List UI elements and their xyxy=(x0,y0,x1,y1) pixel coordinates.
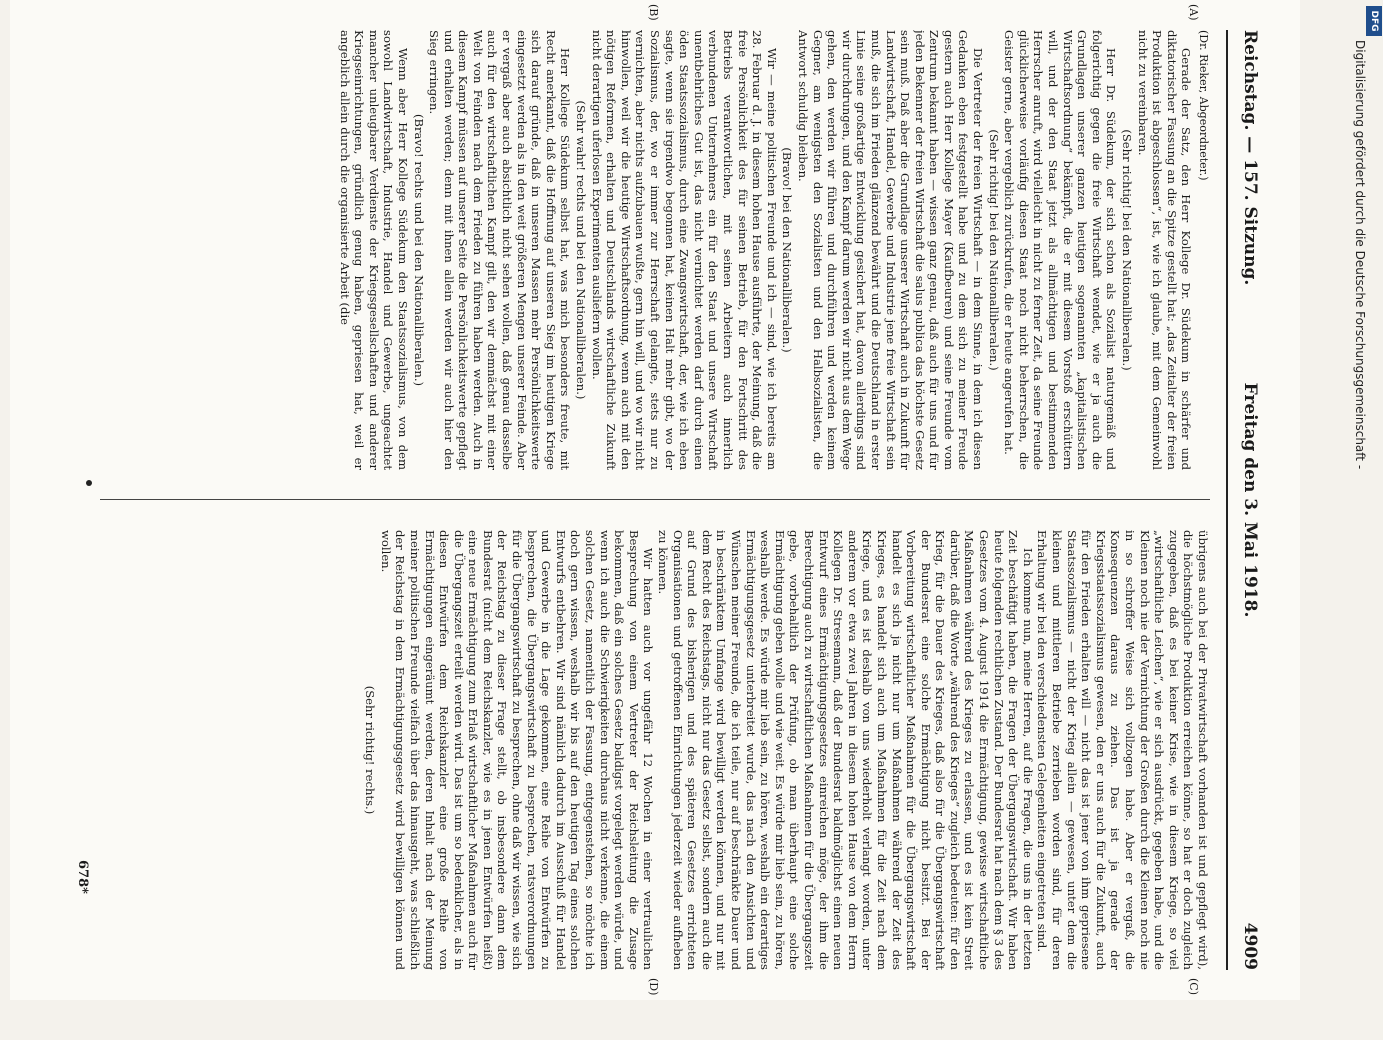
header-rule xyxy=(1226,30,1228,970)
margin-marker-b: (B) xyxy=(647,4,660,21)
newspaper-page xyxy=(10,0,1300,1000)
speaker-heading: (Dr. Rieker, Abgeordneter.) xyxy=(1197,30,1210,181)
paragraph: Herr Dr. Südekum, der sich schon als Sozialist naturgemäß und folgerichtig gegen die freie Wirtschaft wendet, wie er ja auch die Grundlagen unserer ganzen heutigen sogenannten „kapitalistischen Wirtschaftsordnung“ bekämpft, die er mit diesem Vorstoß erschüttern will, und der den Staat jetzt als allmächtigen und bestimmenden Herrscher anruft, wird vielleicht in nicht zu ferner Zeit, da seine Freunde glücklicherweise vorläufig diesen Staat noch nicht beherrschen, die Geister gerne, aber vergeblich zurückrufen, die er heute angerufen hat. xyxy=(1002,30,1119,470)
header-session: Reichstag. — 157. Sitzung. xyxy=(1240,30,1260,286)
paragraph: Die Vertreter der freien Wirtschaft — in dem Sinne, in dem ich diesen Gedanken eben festgestellt habe und zu dem sich zu meiner Freude gestern auch Herr Kollege Mayer (Kaufbeuren) und seine Freunde vom Zentrum bekannt haben — wissen ganz genau, daß auch für uns und für jeden Bekenner der freien Wirtschaft die salus publica das höchste Gesetz sein muß. Daß aber die Grundlage unserer Wirtschaft auch in Zukunft für Landwirtschaft, Handel, Gewerbe und Industrie jene freie Wirtschaft sein muß, die sich im Frieden glänzend bewährt und die Deutschland in erster Linie seine großartige Entwicklung gesichert hat, davon allerdings sind wir durchdrungen, und den Kampf darum werden wir nicht aus dem Wege gehen, den werden wir führen und durchführen und werden keinem Gegner, am wenigsten den Sozialisten und den Halbsozialisten, die Antwort schuldig bleiben. xyxy=(795,30,986,470)
paragraph: übrigens auch bei der Privatwirtschaft vorhanden ist und gepflegt wird), die höchstmögliche Produktion erreichen könne, so hat er doch zugleich zugegeben, daß es bei keiner Krise, wie in diesem Kriege, so viel „wirtschaftliche Leichen“, wie er sich ausdrückt, gegeben habe, und die Kleinen noch nie der Vernichtung der Großen durch die Kleinen noch nie in so schroffer Weise sich vollzogen habe. Aber er vergaß, die Konsequenzen daraus zu ziehen. Das ist ja gerade der Kriegsstaatssozialismus gewesen, den er uns auch für die Zukunft, auch für den Frieden erhalten will — nicht das ist jener von ihm gepriesene Staatssozialismus — nicht der Krieg allein — gewesen, unter dem die kleinen und mittleren Betriebe zerrieben worden sind, für deren Erhaltung wir bei den verschiedensten Gelegenheiten eingetreten sind. xyxy=(1035,530,1210,970)
paragraph: Wir — meine politischen Freunde und ich — sind, wie ich bereits am 28. Februar d. J. in diesem hohen Hause ausführte, der Meinung, daß die freie Persönlichkeit des für seinen Betrieb, für den Fortschritt des Betriebs verantwortlichen, mit seinen Arbeitern auch innerlich verbundenen Unternehmers ein für den Staat und unsere Wirtschaft unentbehrliches Gut ist, das nicht vernichtet werden darf durch einen öden Staatssozialismus, durch eine Zwangswirtschaft, der, wie ich eben sagte, wenn sie irgendwo begonnen hat, keinen Halt mehr gibt, wo der Sozialismus, der, wo er immer zur Herrschaft gelangte, stets nur zu vernichten, aber nichts aufzubauen wußte, gern hin will, und wo wir nicht hinwollen, weil wir die heutige Wirtschaftsordnung, wenn auch mit den nötigen Reformen, erhalten und Deutschlands wirtschaftliche Zukunft nicht derartigen uferlosen Experimenten ausliefern wollen. xyxy=(589,30,779,470)
reaction: (Sehr richtig! bei den Nationalliberalen.) xyxy=(986,129,1001,371)
print-dot xyxy=(86,480,92,486)
left-column xyxy=(100,30,1210,470)
paragraph: Gerade der Satz, den Herr Kollege Dr. Südekum in schärfer und diktatorischer Fassung an die Spitze gestellt hat: „das Zeitalter der freien Produktion ist abgeschlossen“, ist, wie ich glaube, mit dem Gemeinwohl nicht zu vereinbaren. xyxy=(1135,30,1194,470)
margin-marker-c: (C) xyxy=(1187,978,1200,995)
margin-marker-a: (A) xyxy=(1187,4,1200,21)
header-page-number: 4909 xyxy=(1240,922,1260,970)
margin-marker-d: (D) xyxy=(647,978,660,996)
reaction: (Sehr richtig! rechts.) xyxy=(363,685,378,815)
credit-strip xyxy=(1346,0,1376,1000)
dfg-logo-label: DFG xyxy=(1369,10,1379,32)
header-date: Freitag den 3. Mai 1918. xyxy=(1240,382,1260,618)
reaction: (Bravo! bei den Nationalliberalen.) xyxy=(780,147,795,353)
page-header xyxy=(1230,30,1260,970)
reaction: (Bravo! rechts und bei den Nationalliberalen.) xyxy=(411,113,426,387)
paragraph: Ich komme nun, meine Herren, auf die Fragen, die uns in der letzten Zeit beschäftigt haben, die Fragen der Übergangswirtschaft. Wir haben heute folgenden rechtlichen Zustand. Der Bundesrat hat nach dem § 3 des Gesetzes vom 4. August 1914 die Ermächtigung, gewisse wirtschaftliche Maßnahmen während des Krieges zu erlassen, und es ist kein Streit darüber, daß die Worte „während des Krieges“ zugleich bedeuten: für den Krieg, für die Dauer des Krieges, daß also für die Übergangswirtschaft der Bundesrat eine solche Ermächtigung nicht besitzt. Bei der Vorbereitung wirtschaftlicher Maßnahmen für die Übergangswirtschaft handelt es sich ja nicht nur um Maßnahmen während der Zeit des Krieges, es handelt sich auch um Maßnahmen für die Zeit nach dem Kriege, und es ist deshalb von uns wiederholt verlangt worden, unter anderem vor etwa zwei Jahren in diesem hohen Hause von dem Herrn Kollegen Dr. Stresemann, daß der Bundesrat baldmöglichst einen neuen Entwurf eines Ermächtigungsgesetzes einreichen möge, der ihm die Berechtigung auch zu wirtschaftlichen Maßnahmen für die Übergangszeit gebe, vorbehaltlich der Prüfung, ob man überhaupt eine solche Ermächtigung geben wolle und wie weit. Es würde mir lieb sein, zu hören, weshalb werde. Es würde mir lieb sein, zu hören, weshalb ein derartiges Ermächtigungsgesetz unterbreitet wurde, das nach den Ansichten und Wünschen meiner Freunde, die ich teile, nur auf beschränkte Dauer und in beschränktem Umfange wird bewilligt werden können, und nur mit dem Recht des Reichstags, nicht nur das Gesetz selbst, sondern auch die auf Grund des bisherigen und des späteren Gesetzes errichteten Organisationen und getroffenen Einrichtungen jederzeit wieder aufheben zu können. xyxy=(656,530,1035,970)
credit-text: Digitalisierung gefördert durch die Deutsche Forschungsgemeinschaft - xyxy=(1353,40,1367,470)
paragraph: Wenn aber Herr Kollege Südekum den Staatssozialismus, von dem sowohl Landwirtschaft, Industrie, Handel und Gewerbe, ungeachtet mancher unleugbarer Verdienste der Kriegsgesellschaften und anderer Kriegseinrichtungen, gründlich genug haben, gepriesen hat, weil er angeblich allein durch die organisierte Arbeit (die xyxy=(337,30,410,470)
paragraph: Herr Kollege Südekum selbst hat, was mich besonders freute, mit Recht anerkannt, daß die Hoffnung auf unseren Sieg im heutigen Kriege sich darauf gründe, daß in unseren Massen mehr Persönlichkeitswerte eingesetzt werden als in den weit größeren Mengen unserer Feinde. Aber er vergaß aber auch absichtlich nicht sehen wollen, daß genau dasselbe auch für den wirtschaftlichen Kampf gilt, den wir demnächst mit einer Welt von Feinden nach dem Frieden zu führen haben werden. Auch in diesem Kampf müssen auf unserer Seite die Persönlichkeitswerte gepflegt und erhalten werden; denn mit ihnen allein werden wir auch hier den Sieg erringen. xyxy=(427,30,573,470)
reaction: (Sehr wahr! rechts und bei den Nationalliberalen.) xyxy=(574,100,589,400)
column-separator xyxy=(100,499,1210,500)
right-column xyxy=(100,530,1210,970)
reaction: (Sehr richtig! bei den Nationalliberalen.) xyxy=(1120,129,1135,371)
page-signature: 678* xyxy=(75,860,90,894)
paragraph: Wir hatten auch vor ungefähr 12 Wochen in einer vertraulichen Besprechung von einem Vertreter der Reichsleitung die Zusage bekommen, daß ein solches Gesetz baldigst vorgelegt werden würde, und wenn ich auch die Schwierigkeiten durchaus nicht verkenne, die einem solchen Gesetz, namentlich der Fassung, entgegenstehen, so möchte ich doch gern wissen, weshalb wir bis auf den heutigen Tag eines solchen Entwurfs entbehren. Wir sind nämlich dadurch im Ausschuß für Handel und Gewerbe in die Lage gekommen, eine Reihe von Entwürfen zu besprechen, die Übergangswirtschaft zu besprechen, ratsverordnungen für die Übergangswirtschaft zu besprechen, ohne daß wir wissen, wie sich der Reichstag zu dieser Frage stellt, ob insbesondere dann dem Bundesrat (nicht dem Reichskanzler, wie es in jenen Entwürfen heißt) eine neue Ermächtigung zum Erlaß wirtschaftlicher Maßnahmen auch für die Übergangszeit erteilt werden wird. Das ist um so bedenklicher, als in diesen Entwürfen dem Reichskanzler eine große Reihe von Ermächtigungen eingeräumt werden, deren Inhalt nach der Meinung meiner politischen Freunde vielfach über das hinausgeht, was schließlich der Reichstag in dem Ermächtigungsgesetz wird bewilligen können und wollen. xyxy=(378,530,656,970)
dfg-logo-icon xyxy=(1366,6,1382,36)
